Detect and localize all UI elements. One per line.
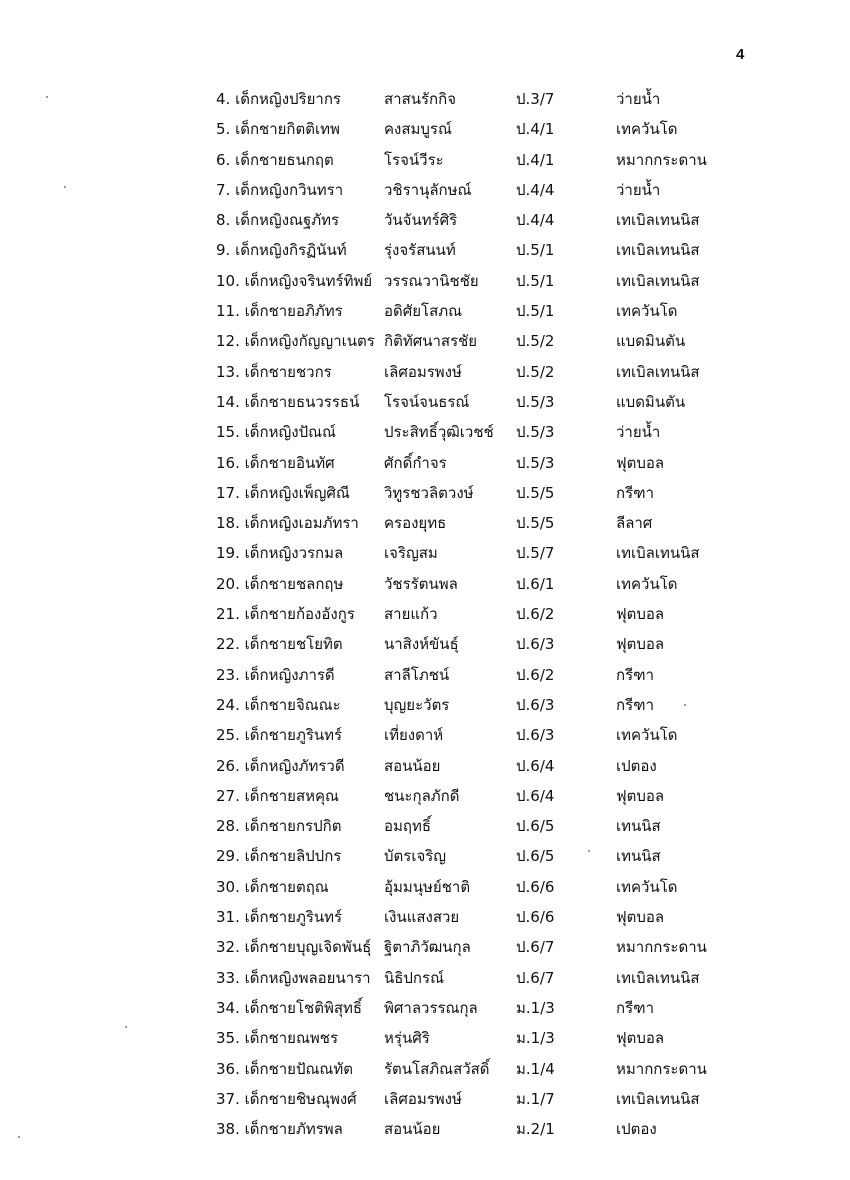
roster-row bbox=[0, 993, 850, 1023]
student-name: 36. เด็กชายปัณณทัต bbox=[216, 1059, 353, 1078]
student-grade: ป.5/2 bbox=[516, 362, 555, 381]
student-name: 17. เด็กหญิงเพ็ญศิณี bbox=[216, 483, 350, 502]
student-grade: ป.6/3 bbox=[516, 635, 555, 654]
student-surname: ศักดิ์กำจร bbox=[384, 453, 447, 472]
student-name: 11. เด็กชายอภิภัทร bbox=[216, 302, 343, 321]
student-surname: วัชรรัตนพล bbox=[384, 574, 458, 593]
roster-row bbox=[0, 811, 850, 841]
student-surname: สอนน้อย bbox=[384, 1120, 441, 1139]
student-name: 13. เด็กชายชวกร bbox=[216, 362, 332, 381]
student-sport: หมากกระดาน bbox=[616, 938, 707, 957]
student-surname: โรจน์วีระ bbox=[384, 150, 444, 169]
student-name: 37. เด็กชายชิษณุพงศ์ bbox=[216, 1089, 357, 1108]
student-name: 19. เด็กหญิงวรกมล bbox=[216, 544, 344, 563]
student-surname: ฐิตาภิวัฒนกุล bbox=[384, 938, 471, 957]
student-sport: เทเบิลเทนนิส bbox=[616, 362, 700, 381]
student-surname: เจริญสม bbox=[384, 544, 438, 563]
scan-speck bbox=[64, 186, 66, 188]
student-name: 14. เด็กชายธนวรรธน์ bbox=[216, 392, 360, 411]
student-name: 24. เด็กชายจิณณะ bbox=[216, 695, 341, 714]
scan-speck bbox=[125, 1026, 127, 1028]
student-grade: ป.6/1 bbox=[516, 574, 555, 593]
student-sport: แบดมินตัน bbox=[616, 332, 686, 351]
student-name: 29. เด็กชายลิปปกร bbox=[216, 847, 342, 866]
student-sport: เทควันโด bbox=[616, 302, 678, 321]
student-surname: วชิรานุลักษณ์ bbox=[384, 180, 472, 199]
student-roster bbox=[0, 84, 850, 1144]
roster-row bbox=[0, 175, 850, 205]
scan-speck bbox=[684, 704, 686, 706]
student-grade: ม.1/3 bbox=[516, 998, 555, 1017]
roster-row bbox=[0, 932, 850, 962]
student-grade: ป.6/6 bbox=[516, 908, 555, 927]
student-grade: ป.5/1 bbox=[516, 302, 555, 321]
roster-row bbox=[0, 417, 850, 447]
student-sport: เปตอง bbox=[616, 1120, 657, 1139]
roster-row bbox=[0, 205, 850, 235]
roster-row bbox=[0, 751, 850, 781]
student-sport: แบดมินตัน bbox=[616, 392, 686, 411]
student-grade: ป.3/7 bbox=[516, 90, 555, 108]
student-sport: ฟุตบอล bbox=[616, 635, 665, 654]
student-sport: ฟุตบอล bbox=[616, 786, 665, 805]
student-name: 31. เด็กชายภูรินทร์ bbox=[216, 908, 343, 927]
student-grade: ป.4/4 bbox=[516, 180, 555, 199]
student-sport: เทเบิลเทนนิส bbox=[616, 241, 700, 260]
roster-row bbox=[0, 872, 850, 902]
student-sport: ฟุตบอล bbox=[616, 908, 665, 927]
student-sport: ว่ายน้ำ bbox=[616, 423, 661, 442]
student-sport: กรีฑา bbox=[616, 483, 655, 502]
student-name: 10. เด็กหญิงจรินทร์ทิพย์ bbox=[216, 271, 373, 290]
student-name: 8. เด็กหญิงณฐภัทร bbox=[216, 211, 340, 230]
student-surname: หรุ่นศิริ bbox=[384, 1029, 430, 1048]
student-grade: ป.5/2 bbox=[516, 332, 555, 351]
student-surname: โรจน์จนธรณ์ bbox=[384, 392, 470, 411]
student-surname: วันจันทร์ศิริ bbox=[384, 211, 458, 230]
student-sport: หมากกระดาน bbox=[616, 150, 707, 169]
student-surname: รุ่งจรัสนนท์ bbox=[384, 241, 456, 260]
student-sport: เทเบิลเทนนิส bbox=[616, 1089, 700, 1108]
student-grade: ป.6/7 bbox=[516, 938, 555, 957]
student-surname: เลิศอมรพงษ์ bbox=[384, 1089, 462, 1108]
student-grade: ป.4/1 bbox=[516, 150, 555, 169]
student-grade: ป.6/3 bbox=[516, 695, 555, 714]
student-sport: เทควันโด bbox=[616, 877, 678, 896]
student-name: 35. เด็กชายณพชร bbox=[216, 1029, 339, 1048]
student-grade: ป.5/3 bbox=[516, 392, 555, 411]
student-surname: กิติทัศนาสรชัย bbox=[384, 332, 478, 351]
student-sport: เทควันโด bbox=[616, 120, 678, 139]
student-grade: ม.1/3 bbox=[516, 1029, 555, 1048]
roster-row bbox=[0, 1084, 850, 1114]
student-grade: ป.5/7 bbox=[516, 544, 555, 563]
student-name: 26. เด็กหญิงภัทรวดี bbox=[216, 756, 345, 775]
student-name: 27. เด็กชายสหคุณ bbox=[216, 786, 339, 805]
roster-row bbox=[0, 690, 850, 720]
student-surname: เงินแสงสวย bbox=[384, 908, 460, 927]
student-name: 25. เด็กชายภูรินทร์ bbox=[216, 726, 343, 745]
student-name: 22. เด็กชายชโยทิต bbox=[216, 635, 343, 654]
student-sport: กรีฑา bbox=[616, 665, 655, 684]
student-grade: ป.5/1 bbox=[516, 241, 555, 260]
student-surname: บัตรเจริญ bbox=[384, 847, 447, 866]
student-grade: ป.5/5 bbox=[516, 514, 555, 533]
roster-row bbox=[0, 357, 850, 387]
student-surname: นาสิงห์ขันธุ์ bbox=[384, 635, 459, 654]
student-name: 28. เด็กชายกรปกิต bbox=[216, 817, 342, 836]
student-name: 7. เด็กหญิงกวินทรา bbox=[216, 180, 344, 199]
roster-row bbox=[0, 266, 850, 296]
roster-row bbox=[0, 660, 850, 690]
roster-row bbox=[0, 235, 850, 265]
student-surname: พิศาลวรรณกุล bbox=[384, 998, 478, 1017]
student-surname: สายแก้ว bbox=[384, 605, 438, 624]
student-surname: อดิศัยโสภณ bbox=[384, 302, 463, 321]
student-surname: สาลีโภชน์ bbox=[384, 665, 450, 684]
student-surname: ครองยุทธ bbox=[384, 514, 447, 533]
student-name: 12. เด็กหญิงกัญญาเนตร bbox=[216, 332, 375, 351]
student-sport: ว่ายน้ำ bbox=[616, 90, 661, 108]
student-name: 5. เด็กชายกิตติเทพ bbox=[216, 120, 340, 139]
student-grade: ป.5/3 bbox=[516, 453, 555, 472]
student-sport: เทเบิลเทนนิส bbox=[616, 544, 700, 563]
student-name: 6. เด็กชายธนกฤต bbox=[216, 150, 334, 169]
student-surname: สาสนรักกิจ bbox=[384, 90, 456, 108]
student-name: 4. เด็กหญิงปริยากร bbox=[216, 90, 341, 108]
student-name: 32. เด็กชายบุญเจิดพันธุ์ bbox=[216, 938, 372, 957]
roster-row bbox=[0, 841, 850, 871]
student-surname: ประสิทธิ์วุฒิเวชช์ bbox=[384, 423, 494, 442]
student-sport: หมากกระดาน bbox=[616, 1059, 707, 1078]
student-grade: ป.5/5 bbox=[516, 483, 555, 502]
student-grade: ป.6/4 bbox=[516, 756, 555, 775]
roster-row bbox=[0, 1114, 850, 1144]
roster-row bbox=[0, 569, 850, 599]
student-sport: ฟุตบอล bbox=[616, 453, 665, 472]
student-sport: ว่ายน้ำ bbox=[616, 180, 661, 199]
roster-row bbox=[0, 538, 850, 568]
student-surname: วรรณวานิชชัย bbox=[384, 271, 479, 290]
student-name: 23. เด็กหญิงภารดี bbox=[216, 665, 335, 684]
roster-row bbox=[0, 1054, 850, 1084]
student-sport: เทควันโด bbox=[616, 574, 678, 593]
student-grade: ป.6/2 bbox=[516, 605, 555, 624]
roster-row bbox=[0, 448, 850, 478]
page-number: 4 bbox=[736, 46, 745, 63]
student-sport: ฟุตบอล bbox=[616, 605, 665, 624]
student-surname: บุญยะวัตร bbox=[384, 695, 450, 714]
student-sport: เทเบิลเทนนิส bbox=[616, 271, 700, 290]
student-sport: เทเบิลเทนนิส bbox=[616, 968, 700, 987]
student-surname: รัตนโสภิณสวัสดิ์ bbox=[384, 1059, 490, 1078]
roster-row bbox=[0, 84, 850, 114]
roster-row bbox=[0, 963, 850, 993]
student-surname: นิธิปกรณ์ bbox=[384, 968, 444, 987]
roster-row bbox=[0, 629, 850, 659]
student-surname: อมฤทธิ์ bbox=[384, 817, 432, 836]
student-grade: ป.6/3 bbox=[516, 726, 555, 745]
student-name: 34. เด็กชายโชติพิสุทธิ์ bbox=[216, 998, 363, 1017]
student-grade: ป.4/4 bbox=[516, 211, 555, 230]
student-grade: ป.6/5 bbox=[516, 847, 555, 866]
student-grade: ป.5/1 bbox=[516, 271, 555, 290]
roster-row bbox=[0, 326, 850, 356]
roster-row bbox=[0, 902, 850, 932]
student-name: 20. เด็กชายชลกฤษ bbox=[216, 574, 344, 593]
student-grade: ม.1/4 bbox=[516, 1059, 555, 1078]
student-name: 18. เด็กหญิงเอมภัทรา bbox=[216, 514, 359, 533]
student-surname: อุ้มมนุษย์ชาติ bbox=[384, 877, 471, 896]
scan-speck bbox=[18, 1136, 20, 1138]
student-name: 9. เด็กหญิงกิรฏินันท์ bbox=[216, 241, 347, 260]
student-sport: เทนนิส bbox=[616, 817, 661, 836]
scan-speck bbox=[588, 850, 590, 852]
student-name: 38. เด็กชายภัทรพล bbox=[216, 1120, 343, 1139]
student-sport: เทนนิส bbox=[616, 847, 661, 866]
student-name: 33. เด็กหญิงพลอยนารา bbox=[216, 968, 371, 987]
student-grade: ป.5/3 bbox=[516, 423, 555, 442]
student-sport: เทควันโด bbox=[616, 726, 678, 745]
student-sport: เทเบิลเทนนิส bbox=[616, 211, 700, 230]
student-sport: เปตอง bbox=[616, 756, 657, 775]
roster-row bbox=[0, 114, 850, 144]
student-surname: เที่ยงดาห์ bbox=[384, 726, 444, 745]
student-grade: ป.6/5 bbox=[516, 817, 555, 836]
student-grade: ป.6/2 bbox=[516, 665, 555, 684]
student-grade: ป.6/6 bbox=[516, 877, 555, 896]
roster-row bbox=[0, 1023, 850, 1053]
roster-row bbox=[0, 781, 850, 811]
student-name: 15. เด็กหญิงปัณณ์ bbox=[216, 423, 336, 442]
roster-row bbox=[0, 478, 850, 508]
student-grade: ม.2/1 bbox=[516, 1120, 555, 1139]
student-name: 16. เด็กชายอินทัศ bbox=[216, 453, 335, 472]
student-sport: ลีลาศ bbox=[616, 514, 653, 533]
roster-row bbox=[0, 296, 850, 326]
student-sport: กรีฑา bbox=[616, 695, 655, 714]
roster-row bbox=[0, 720, 850, 750]
student-surname: สอนน้อย bbox=[384, 756, 441, 775]
student-surname: คงสมบูรณ์ bbox=[384, 120, 452, 139]
student-grade: ป.6/7 bbox=[516, 968, 555, 987]
roster-row bbox=[0, 508, 850, 538]
student-sport: ฟุตบอล bbox=[616, 1029, 665, 1048]
student-grade: ม.1/7 bbox=[516, 1089, 555, 1108]
student-grade: ป.4/1 bbox=[516, 120, 555, 139]
roster-row bbox=[0, 387, 850, 417]
student-surname: เลิศอมรพงษ์ bbox=[384, 362, 462, 381]
student-grade: ป.6/4 bbox=[516, 786, 555, 805]
roster-row bbox=[0, 145, 850, 175]
roster-row bbox=[0, 599, 850, 629]
student-name: 21. เด็กชายก้องอังกูร bbox=[216, 605, 355, 624]
student-surname: วิทูรชวลิตวงษ์ bbox=[384, 483, 474, 502]
student-surname: ชนะกุลภักดี bbox=[384, 786, 460, 805]
student-name: 30. เด็กชายตฤณ bbox=[216, 877, 329, 896]
scan-speck bbox=[46, 96, 48, 98]
student-sport: กรีฑา bbox=[616, 998, 655, 1017]
